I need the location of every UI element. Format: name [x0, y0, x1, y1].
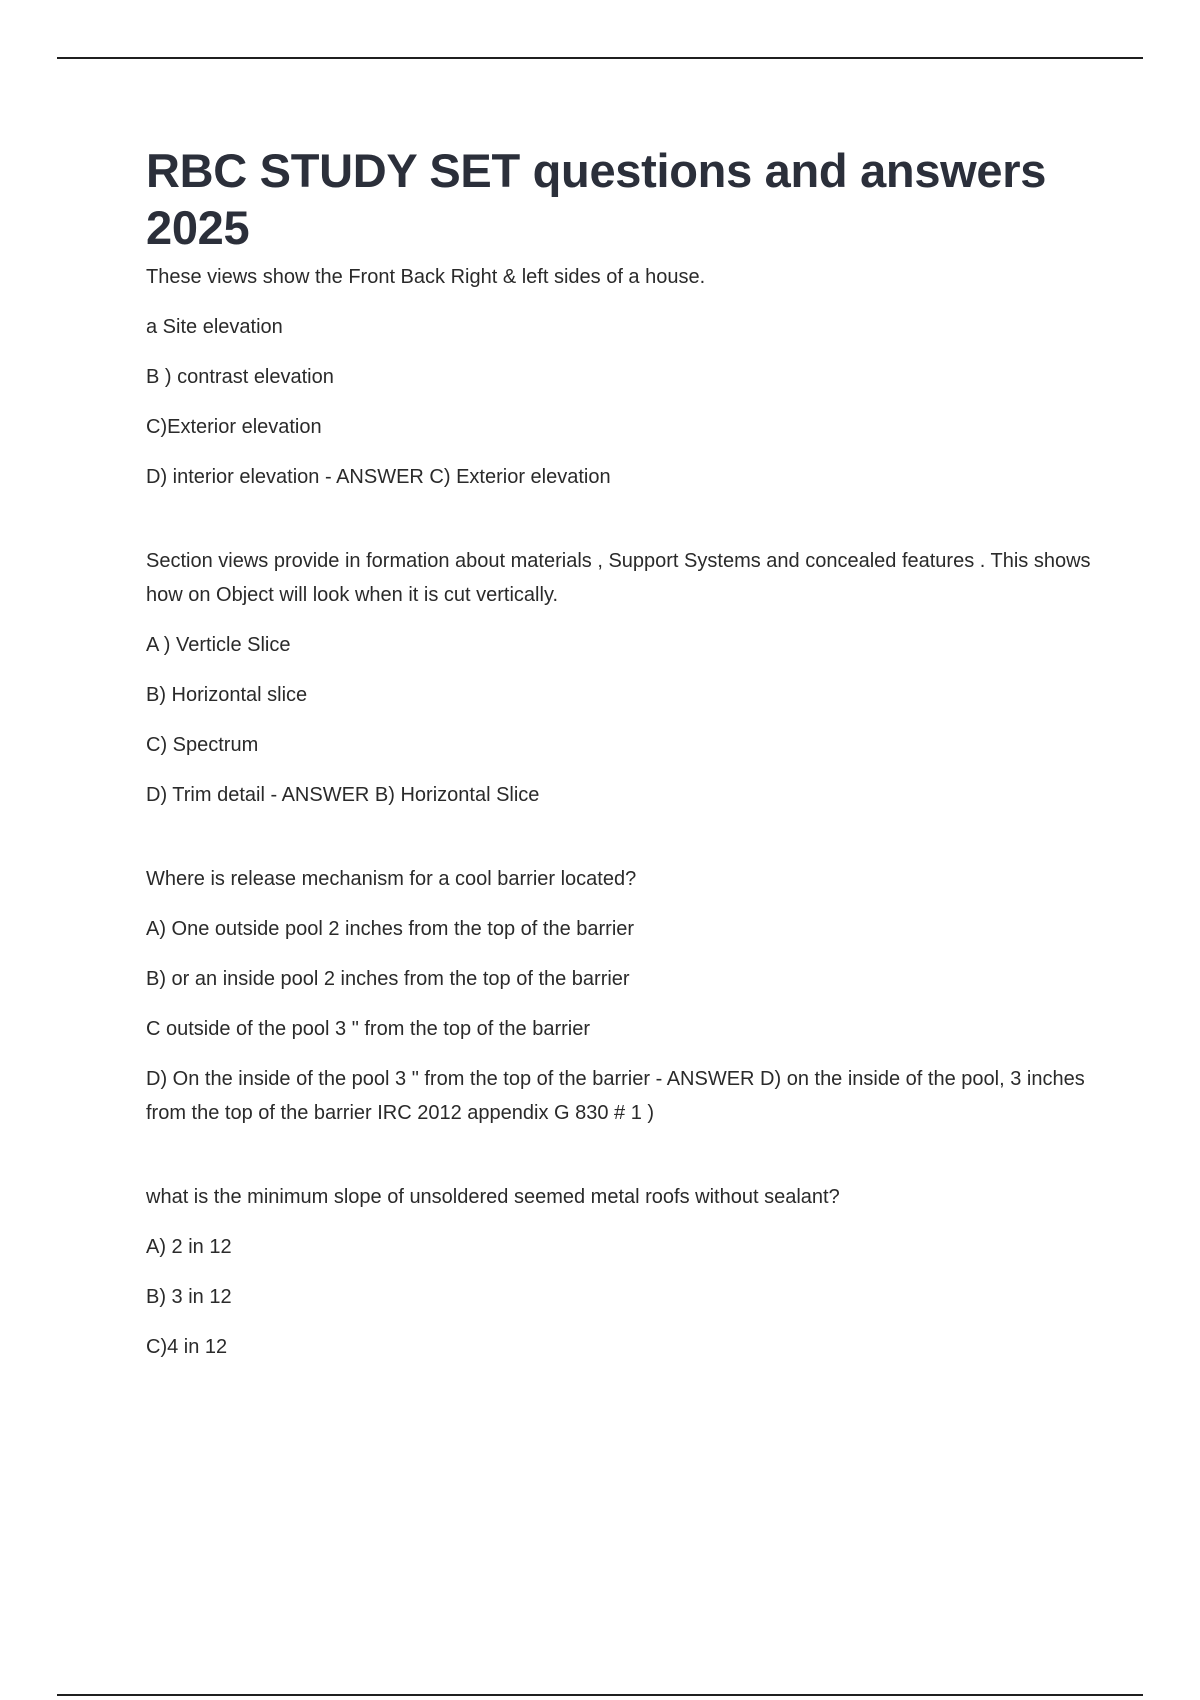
answer-option: B) or an inside pool 2 inches from the top of the barrier — [146, 968, 630, 990]
question-4 — [146, 1180, 1106, 1364]
question-stem: These views show the Front Back Right & left sides of a house. — [146, 266, 706, 288]
question-stem: Where is release mechanism for a cool barrier located? — [146, 868, 637, 890]
answer-option: A ) Verticle Slice — [146, 634, 291, 656]
bottom-rule — [57, 1694, 1143, 1696]
answer-option: C) Spectrum — [146, 734, 259, 756]
answer-option-with-answer: D) interior elevation - ANSWER C) Exterior elevation — [146, 466, 611, 488]
answer-option: B) 3 in 12 — [146, 1286, 232, 1308]
document-body — [146, 142, 1106, 1380]
question-3 — [146, 862, 1106, 1130]
question-2 — [146, 544, 1106, 812]
answer-option-with-answer: D) Trim detail - ANSWER B) Horizontal Slice — [146, 784, 540, 806]
answer-option: A) One outside pool 2 inches from the top of the barrier — [146, 918, 635, 940]
question-stem: Section views provide in formation about materials , Support Systems and concealed features . This shows how on Object will look when it is cut vertically. — [146, 550, 1091, 606]
answer-option: B) Horizontal slice — [146, 684, 308, 706]
question-stem: what is the minimum slope of unsoldered seemed metal roofs without sealant? — [146, 1186, 840, 1208]
top-rule — [57, 57, 1143, 59]
question-1 — [146, 260, 1106, 494]
answer-option: C)Exterior elevation — [146, 416, 322, 438]
answer-option: C)4 in 12 — [146, 1336, 228, 1358]
answer-option: A) 2 in 12 — [146, 1236, 232, 1258]
answer-option-with-answer: D) On the inside of the pool 3 " from the top of the barrier - ANSWER D) on the inside of the pool, 3 inches from the top of the barrier IRC 2012 appendix G 830 # 1 ) — [146, 1068, 1085, 1124]
answer-option: B ) contrast elevation — [146, 366, 334, 388]
answer-option: C outside of the pool 3 " from the top of the barrier — [146, 1018, 591, 1040]
answer-option: a Site elevation — [146, 316, 283, 338]
document-title: RBC STUDY SET questions and answers 2025 — [146, 144, 1047, 254]
